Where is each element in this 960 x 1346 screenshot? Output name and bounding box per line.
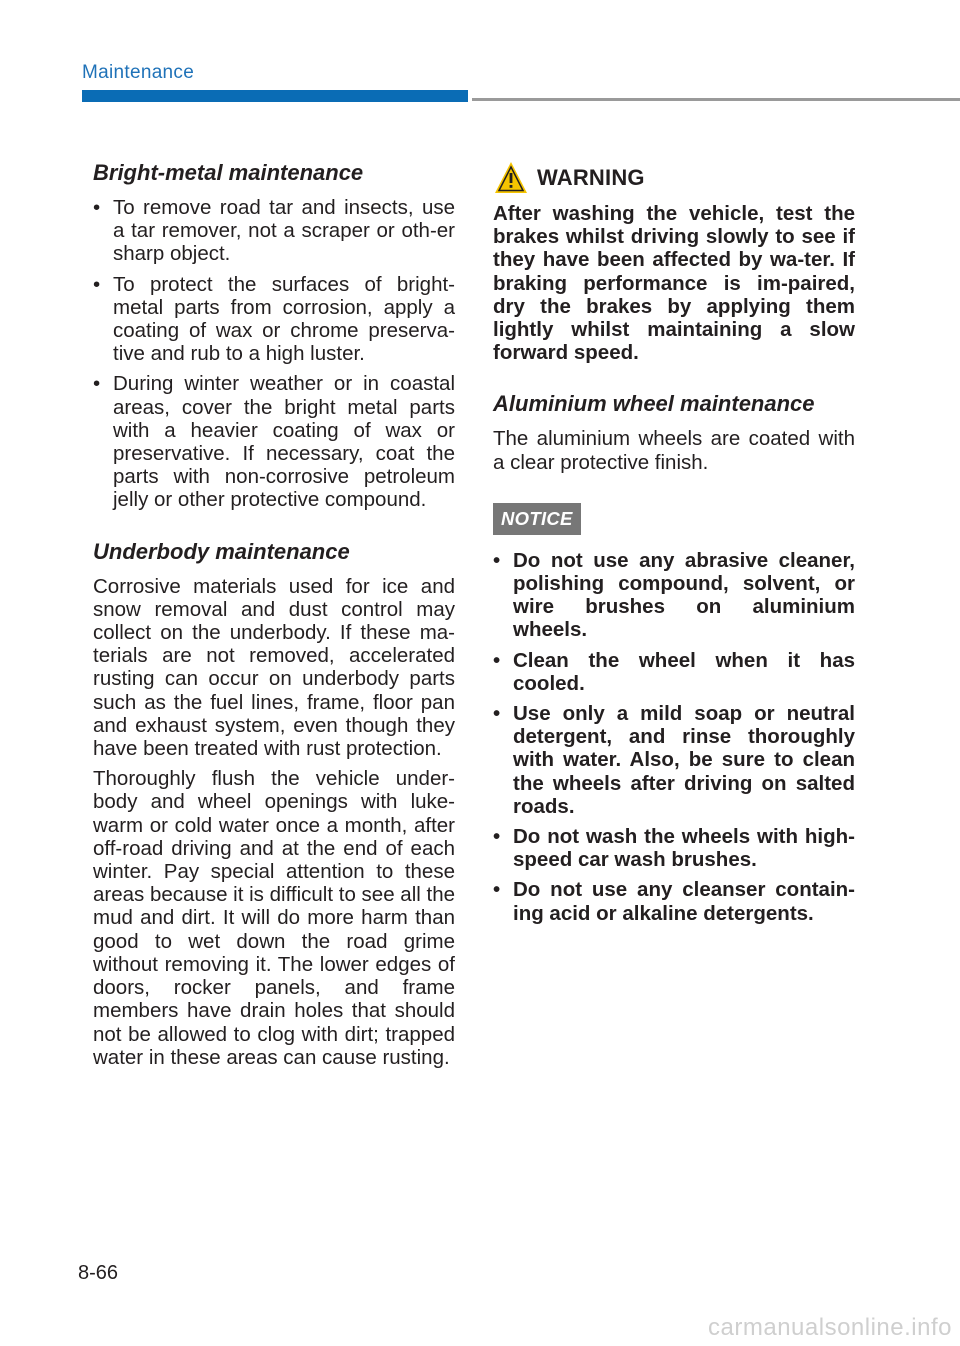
bullet-icon: •: [93, 196, 101, 219]
underbody-paragraph-1: Corrosive materials used for ice and snow removal and dust control may collect on the underbody. If these ma-terials are not removed, accelerated rusting can occur on underbody parts such as the fuel lines, frame, floor pan and exhaust system, even though they have been treated with rust protection.: [93, 574, 455, 761]
header-bar-blue: [82, 90, 468, 102]
bullet-icon: •: [493, 702, 501, 726]
bullet-icon: •: [493, 825, 501, 849]
bullet-icon: •: [93, 272, 101, 296]
page-number: 8-66: [78, 1262, 119, 1284]
list-item: • Do not use any abrasive cleaner, polishing compound, solvent, or wire brushes on aluminium wheels.: [493, 548, 855, 642]
bullet-icon: •: [493, 878, 501, 902]
notice-list: [493, 549, 855, 925]
bullet-icon: •: [93, 372, 101, 396]
warning-triangle-icon: [493, 160, 529, 196]
list-item: • Use only a mild soap or neutral detergent, and rinse thoroughly with water. Also, be sure to clean the wheels after driving on salted roads.: [493, 702, 855, 818]
bullet-icon: •: [493, 548, 501, 572]
bullet-icon: •: [493, 648, 501, 672]
list-item: • Clean the wheel when it has cooled.: [493, 648, 855, 695]
aluminium-paragraph: The aluminium wheels are coated with a clear protective finish.: [493, 427, 855, 474]
list-item: • During winter weather or in coastal areas, cover the bright metal parts with a heavier coating of wax or preservative. If necessary, coat the parts with non-corrosive petroleum jelly or other protective compound.: [93, 372, 455, 512]
list-item: • To remove road tar and insects, use a tar remover, not a scraper or oth-er sharp object.: [93, 196, 455, 266]
left-column: [93, 158, 455, 1076]
underbody-paragraph-2: Thoroughly flush the vehicle under-body and wheel openings with luke-warm or cold water once a month, after off-road driving and at the end of each winter. Pay special attention to these areas because it is difficult to see all the mud and dirt. It will do more harm than good to wet down the road grime without removing it. The lower edges of doors, rocker panels, and frame members have drain holes that should not be allowed to clog with dirt; trapped water in these areas can cause rusting.: [93, 767, 455, 1069]
warning-header: [493, 158, 855, 198]
underbody-heading: Underbody maintenance: [93, 538, 350, 564]
list-item: • Do not wash the wheels with high-speed car wash brushes.: [493, 825, 855, 872]
watermark: carmanualsonline.info: [708, 1314, 952, 1341]
list-item: • To protect the surfaces of bright-metal parts from corrosion, apply a coating of wax or chrome preserva-tive and rub to a high luster.: [93, 272, 455, 366]
list-item: • Do not use any cleanser contain-ing acid or alkaline detergents.: [493, 878, 855, 925]
right-column: [493, 158, 855, 932]
bright-metal-heading: Bright-metal maintenance: [93, 160, 364, 185]
warning-text: After washing the vehicle, test the brakes whilst driving slowly to see if they have been affected by wa-ter. If braking performance is im-paired, dry the brakes by applying them lightly whilst maintaining a slow forward speed.: [493, 202, 855, 365]
section-title: Maintenance: [82, 62, 195, 83]
aluminium-heading: Aluminium wheel maintenance: [493, 391, 815, 417]
notice-badge: NOTICE: [493, 503, 581, 535]
header-bar-gray: [472, 98, 960, 101]
warning-label: WARNING: [537, 165, 645, 190]
bright-metal-list: [93, 196, 455, 512]
